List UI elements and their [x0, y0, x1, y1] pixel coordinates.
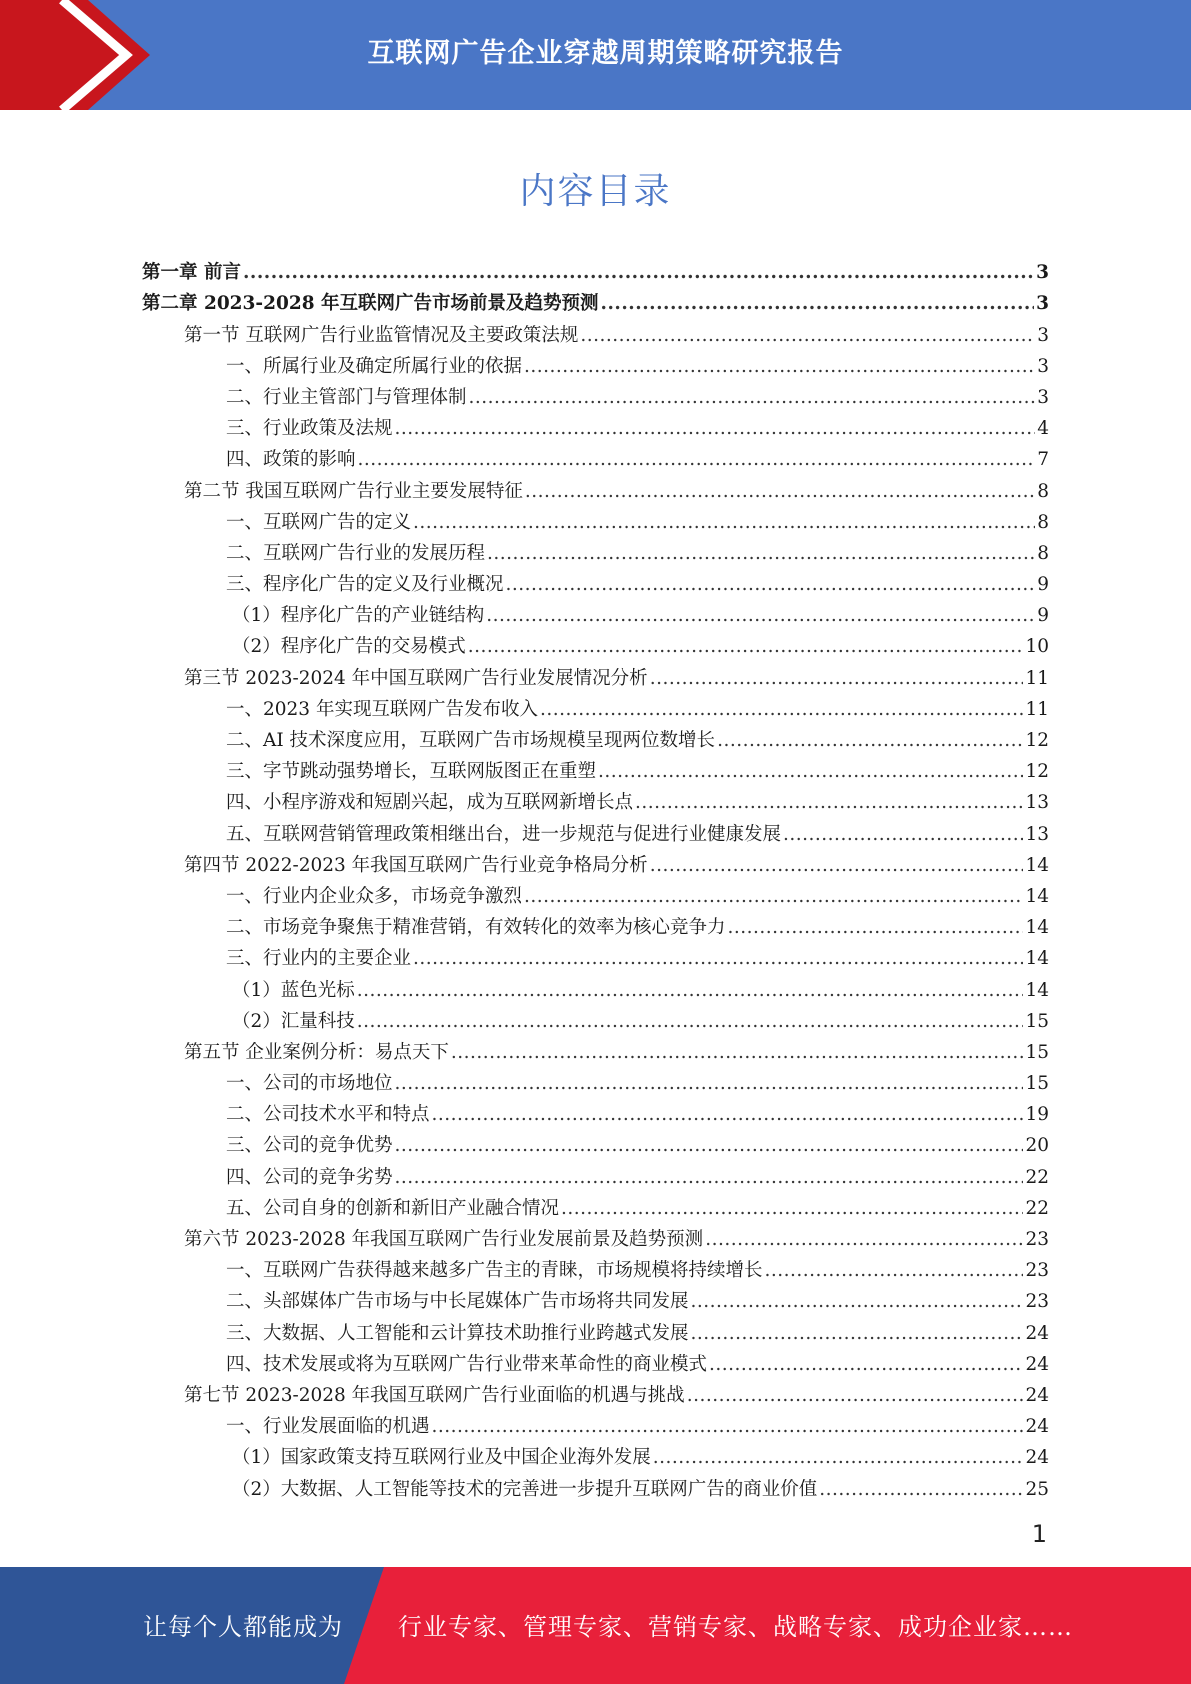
toc-dot-leader — [783, 823, 1023, 847]
toc-entry[interactable] — [142, 1439, 1049, 1470]
toc-dot-leader — [691, 1290, 1024, 1314]
toc-entry[interactable] — [142, 691, 1049, 722]
toc-entry[interactable] — [142, 1034, 1049, 1065]
toc-entry-title: 第一节 互联网广告行业监管情况及主要政策法规 — [184, 324, 579, 346]
toc-entry-page: 13 — [1025, 823, 1049, 845]
toc-dot-leader — [765, 1259, 1024, 1283]
toc-entry-page: 22 — [1025, 1197, 1049, 1219]
toc-entry[interactable] — [142, 784, 1049, 815]
toc-dot-leader — [469, 386, 1036, 410]
toc-entry-title: 四、技术发展或将为互联网广告行业带来革命性的商业模式 — [226, 1353, 708, 1375]
toc-entry[interactable] — [142, 1158, 1049, 1189]
toc-entry-page: 8 — [1037, 480, 1049, 502]
toc-entry-title: 四、公司的竞争劣势 — [226, 1166, 393, 1188]
toc-entry-page: 11 — [1025, 698, 1049, 720]
toc-entry[interactable] — [142, 940, 1049, 971]
toc-entry-page: 23 — [1025, 1229, 1049, 1250]
toc-entry-page: 19 — [1025, 1104, 1049, 1126]
toc-dot-leader — [451, 1041, 1024, 1065]
toc-entry-title: 一、互联网广告获得越来越多广告主的青睐，市场规模将持续增长 — [226, 1260, 763, 1282]
toc-entry-page: 24 — [1025, 1416, 1049, 1438]
toc-entry[interactable] — [142, 410, 1049, 441]
toc-entry[interactable] — [142, 1408, 1049, 1439]
toc-entry[interactable] — [142, 1314, 1049, 1345]
toc-entry-title: （1）国家政策支持互联网行业及中国企业海外发展 — [232, 1447, 651, 1469]
toc-entry-title: 第二节 我国互联网广告行业主要发展特征 — [184, 480, 523, 502]
toc-dot-leader — [650, 854, 1024, 878]
toc-dot-leader — [687, 1384, 1024, 1408]
toc-entry[interactable] — [142, 566, 1049, 597]
toc-entry-title: （2）程序化广告的交易模式 — [232, 636, 466, 658]
toc-entry-title: 一、所属行业及确定所属行业的依据 — [226, 355, 523, 377]
toc-entry[interactable] — [142, 1470, 1049, 1501]
toc-dot-leader — [468, 635, 1024, 659]
toc-entry[interactable] — [142, 1065, 1049, 1096]
toc-entry-page: 14 — [1025, 854, 1049, 876]
toc-dot-leader — [635, 791, 1023, 815]
toc-dot-leader — [705, 1228, 1023, 1252]
table-of-contents — [142, 254, 1049, 1502]
toc-entry-page: 14 — [1025, 948, 1049, 970]
toc-entry-title: 第六节 2023-2028 年我国互联网广告行业发展前景及趋势预测 — [184, 1229, 704, 1250]
toc-dot-leader — [487, 542, 1035, 566]
toc-entry[interactable] — [142, 1127, 1049, 1158]
toc-entry-page: 9 — [1037, 574, 1049, 596]
toc-entry[interactable] — [142, 722, 1049, 753]
toc-entry-title: 一、行业内企业众多，市场竞争激烈 — [226, 885, 523, 907]
toc-dot-leader — [243, 261, 1034, 285]
toc-entry-page: 15 — [1025, 1073, 1049, 1095]
toc-entry-page: 12 — [1025, 730, 1049, 751]
toc-entry-title: 一、2023 年实现互联网广告发布收入 — [226, 698, 538, 720]
toc-entry-page: 10 — [1025, 636, 1049, 658]
toc-entry[interactable] — [142, 1377, 1049, 1408]
toc-entry-title: 五、公司自身的创新和新旧产业融合情况 — [226, 1197, 560, 1219]
toc-entry[interactable] — [142, 472, 1049, 503]
toc-entry-page: 11 — [1025, 667, 1049, 689]
toc-entry-title: 第二章 2023-2028 年互联网广告市场前景及趋势预测 — [142, 293, 599, 315]
toc-entry-page: 14 — [1025, 979, 1049, 1001]
toc-entry[interactable] — [142, 815, 1049, 846]
toc-entry-title: 二、互联网广告行业的发展历程 — [226, 542, 486, 564]
toc-entry-page: 13 — [1025, 792, 1049, 814]
toc-entry-page: 22 — [1025, 1166, 1049, 1188]
toc-entry-page: 7 — [1037, 449, 1049, 471]
toc-entry[interactable] — [142, 659, 1049, 690]
toc-entry[interactable] — [142, 1003, 1049, 1034]
toc-dot-leader — [524, 355, 1035, 379]
toc-entry-page: 24 — [1025, 1353, 1049, 1375]
toc-dot-leader — [653, 1446, 1024, 1470]
toc-entry[interactable] — [142, 504, 1049, 535]
toc-entry-page: 23 — [1025, 1260, 1049, 1282]
toc-heading: 内容目录 — [519, 171, 672, 212]
toc-dot-leader — [691, 1322, 1024, 1346]
toc-entry-title: 四、政策的影响 — [226, 449, 356, 471]
toc-entry-title: 二、公司技术水平和特点 — [226, 1104, 430, 1126]
toc-entry-title: 三、行业政策及法规 — [226, 418, 393, 440]
toc-dot-leader — [709, 1353, 1023, 1377]
toc-dot-leader — [413, 947, 1023, 971]
toc-entry[interactable] — [142, 597, 1049, 628]
toc-entry-title: 一、公司的市场地位 — [226, 1073, 393, 1095]
toc-entry[interactable] — [142, 348, 1049, 379]
toc-dot-leader — [580, 324, 1035, 348]
toc-entry-page: 3 — [1037, 386, 1049, 408]
toc-dot-leader — [395, 417, 1036, 441]
toc-entry[interactable] — [142, 753, 1049, 784]
toc-dot-leader — [432, 1103, 1024, 1127]
toc-entry-title: 一、互联网广告的定义 — [226, 511, 412, 533]
toc-entry-page: 15 — [1025, 1041, 1049, 1063]
toc-entry[interactable] — [142, 285, 1049, 316]
toc-entry[interactable] — [142, 1221, 1049, 1252]
toc-entry[interactable] — [142, 441, 1049, 472]
toc-entry-title: 三、公司的竞争优势 — [226, 1135, 393, 1157]
toc-entry-title: （2）汇量科技 — [232, 1010, 355, 1032]
toc-entry-title: 四、小程序游戏和短剧兴起，成为互联网新增长点 — [226, 792, 634, 814]
toc-dot-leader — [561, 1197, 1023, 1221]
toc-entry[interactable] — [142, 909, 1049, 940]
toc-entry[interactable] — [142, 316, 1049, 347]
toc-entry-page: 9 — [1037, 605, 1049, 627]
toc-dot-leader — [819, 1478, 1023, 1502]
toc-entry-page: 4 — [1037, 418, 1049, 440]
toc-entry[interactable] — [142, 1096, 1049, 1127]
toc-entry[interactable] — [142, 1190, 1049, 1221]
toc-entry[interactable] — [142, 1283, 1049, 1314]
toc-entry[interactable] — [142, 1252, 1049, 1283]
toc-dot-leader — [486, 604, 1035, 628]
page-footer — [0, 1567, 1191, 1684]
toc-entry-title: 三、字节跳动强势增长，互联网版图正在重塑 — [226, 761, 597, 783]
toc-dot-leader — [395, 1134, 1024, 1158]
toc-entry-title: 三、行业内的主要企业 — [226, 948, 412, 970]
toc-entry-title: 一、行业发展面临的机遇 — [226, 1416, 430, 1438]
toc-dot-leader — [524, 885, 1023, 909]
toc-dot-leader — [598, 760, 1023, 784]
toc-dot-leader — [357, 1010, 1024, 1034]
toc-entry-title: （2）大数据、人工智能等技术的完善进一步提升互联网广告的商业价值 — [232, 1478, 818, 1500]
toc-entry[interactable] — [142, 1346, 1049, 1377]
toc-entry[interactable] — [142, 878, 1049, 909]
toc-entry-page: 3 — [1037, 324, 1049, 346]
toc-dot-leader — [728, 916, 1024, 940]
toc-entry-page: 12 — [1025, 761, 1049, 783]
toc-entry-title: 第一章 前言 — [142, 262, 241, 284]
report-title: 互联网广告企业穿越周期策略研究报告 — [367, 37, 844, 69]
toc-entry-page: 15 — [1025, 1010, 1049, 1032]
toc-entry-title: 第七节 2023-2028 年我国互联网广告行业面临的机遇与挑战 — [184, 1384, 685, 1406]
toc-entry-title: （1）程序化广告的产业链结构 — [232, 605, 485, 627]
toc-entry-page: 14 — [1025, 917, 1049, 939]
toc-entry-page: 3 — [1036, 293, 1049, 315]
toc-entry-title: 第三节 2023-2024 年中国互联网广告行业发展情况分析 — [184, 667, 648, 689]
toc-entry-page: 8 — [1037, 542, 1049, 564]
toc-dot-leader — [358, 448, 1036, 472]
page-header — [0, 0, 1191, 110]
toc-entry-title: 第五节 企业案例分析：易点天下 — [184, 1041, 449, 1063]
toc-entry-title: 二、行业主管部门与管理体制 — [226, 386, 467, 408]
toc-entry-page: 24 — [1025, 1384, 1049, 1406]
toc-entry[interactable] — [142, 847, 1049, 878]
toc-entry-title: （1）蓝色光标 — [232, 979, 355, 1001]
toc-entry-title: 二、AI 技术深度应用，互联网广告市场规模呈现两位数增长 — [226, 730, 716, 751]
toc-dot-leader — [540, 698, 1023, 722]
toc-entry[interactable] — [142, 628, 1049, 659]
toc-entry-title: 二、市场竞争聚焦于精准营销，有效转化的效率为核心竞争力 — [226, 917, 726, 939]
footer-slogan-left: 让每个人都能成为 — [143, 1613, 343, 1641]
toc-entry[interactable] — [142, 379, 1049, 410]
toc-entry-page: 24 — [1025, 1447, 1049, 1469]
page-number: 1 — [1031, 1520, 1047, 1548]
toc-dot-leader — [506, 573, 1036, 597]
toc-entry[interactable] — [142, 254, 1049, 285]
toc-entry-page: 23 — [1025, 1291, 1049, 1313]
toc-dot-leader — [525, 480, 1035, 504]
toc-dot-leader — [432, 1415, 1024, 1439]
toc-entry-title: 第四节 2022-2023 年我国互联网广告行业竞争格局分析 — [184, 854, 648, 876]
toc-entry-page: 25 — [1025, 1478, 1049, 1500]
toc-entry-title: 二、头部媒体广告市场与中长尾媒体广告市场将共同发展 — [226, 1291, 689, 1313]
toc-dot-leader — [357, 979, 1024, 1003]
toc-entry-title: 三、程序化广告的定义及行业概况 — [226, 574, 504, 596]
toc-dot-leader — [650, 667, 1024, 691]
toc-dot-leader — [395, 1072, 1024, 1096]
toc-entry[interactable] — [142, 971, 1049, 1002]
toc-dot-leader — [601, 292, 1035, 316]
toc-dot-leader — [395, 1166, 1024, 1190]
toc-dot-leader — [717, 729, 1023, 753]
toc-entry-page: 14 — [1025, 885, 1049, 907]
toc-entry[interactable] — [142, 535, 1049, 566]
toc-entry-page: 24 — [1025, 1322, 1049, 1344]
toc-entry-page: 3 — [1036, 262, 1049, 284]
toc-entry-page: 20 — [1025, 1135, 1049, 1157]
toc-dot-leader — [413, 511, 1035, 535]
footer-slogan-right: 行业专家、管理专家、营销专家、战略专家、成功企业家…… — [398, 1613, 1073, 1641]
toc-entry-page: 3 — [1037, 355, 1049, 377]
toc-entry-title: 三、大数据、人工智能和云计算技术助推行业跨越式发展 — [226, 1322, 689, 1344]
toc-entry-page: 8 — [1037, 511, 1049, 533]
toc-entry-title: 五、互联网营销管理政策相继出台，进一步规范与促进行业健康发展 — [226, 823, 782, 845]
